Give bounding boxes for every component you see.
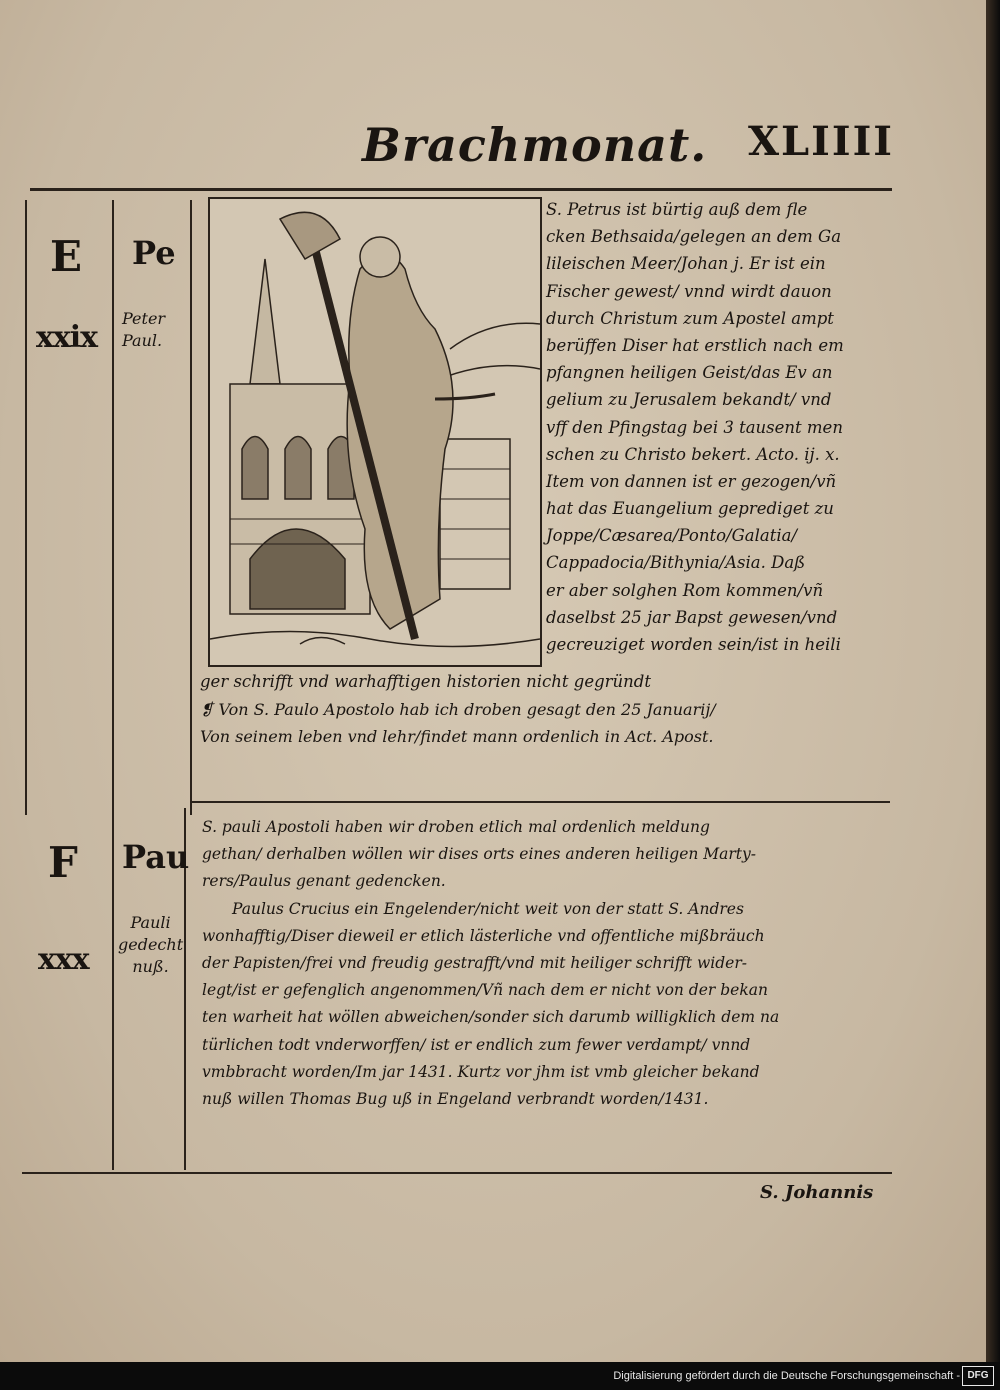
woodcut-st-peter — [208, 197, 542, 667]
entry-separator-rule — [190, 801, 890, 803]
catchword: S. Johannis — [760, 1182, 874, 1203]
book-spine-shadow — [986, 0, 1000, 1362]
entry1-left-rule — [25, 200, 27, 815]
dfg-logo-icon: DFG — [962, 1366, 994, 1386]
saint-abbr-pe: Pe — [132, 234, 176, 272]
day-numeral-30: xxx — [38, 942, 89, 977]
saint-note: Peter Paul. — [122, 309, 166, 350]
entry2-col-rule — [112, 808, 114, 1170]
saint-abbr-pau: Pau — [122, 838, 190, 876]
footer-credit: Digitalisierung gefördert durch die Deutsche Forschungsgemeinschaft - — [613, 1370, 960, 1382]
entry1-col-rule — [112, 200, 114, 815]
entry1-col-rule-2 — [190, 200, 192, 815]
entry2-text-column: S. pauli Apostoli haben wir droben etlich mal ordenlich meldung gethan/ derhalben wöllen wir dises orts eines anderen heiligen Marty- rers/Paulus genant gedencken. Paulus Crucius ein Engelender/nicht weit von der statt S. Andres wonhafftig/Diser dieweil er etlich lästerliche vnd offentliche mißbräuch der Papisten/frei vnd freudig gestrafft/vnd mit heiliger schrifft wider- legt/ist er gefenglich angenommen/Vñ nach dem er nicht von der bekan ten warheit hat wöllen abweichen/sonder sich darumb willigklich dem na türlichen todt vnderworffen/ ist er endlich zum fewer verdampt/ vnnd vmbbracht worden/Im jar 1431. Kurtz vor jhm ist vmb gleicher bekand nuß willen Thomas Bug uß in Engeland verbrandt worden/1431. — [202, 818, 780, 1108]
page-title: Brachmonat. — [362, 118, 708, 172]
entry1-paragraph2: ❡ Von S. Paulo Apostolo hab ich droben gesagt den 25 Januarij/ Von seinem leben vnd lehr/findet mann ordenlich in Act. Apost. — [200, 700, 716, 747]
folio-number: XLIIII — [748, 118, 895, 165]
dominical-letter-f: F — [48, 838, 78, 887]
saint-note-pauli: Pauli gedecht nuß. — [118, 913, 184, 976]
day-numeral-29: xxix — [36, 320, 98, 355]
dominical-letter-e: E — [50, 232, 83, 281]
header-rule — [30, 188, 892, 191]
entry1-wide-line: ger schrifft vnd warhafftigen historien nicht gegründt — [200, 672, 651, 691]
footer-bar — [0, 1362, 1000, 1390]
woodcut-illustration — [210, 199, 540, 665]
entry1-text-column: S. Petrus ist bürtig auß dem fle cken Bethsaida/gelegen an dem Ga lileischen Meer/Johan j. Er ist ein Fischer gewest/ vnnd wirdt dauon durch Christum zum Apostel ampt berüffen Diser hat erstlich nach em pfangnen heiligen Geist/das Ev an gelium zu Jerusalem bekandt/ vnd vff den Pfingstag bei 3 tausent men schen zu Christo bekert. Acto. ij. x. Item von dannen ist er gezogen/vñ hat das Euangelium geprediget zu Joppe/Cæsarea/Ponto/Galatia/ Cappadocia/Bithynia/Asia. Daß er aber solghen Rom kommen/vñ daselbst 25 jar Bapst gewesen/vnd gecreuziget worden sein/ist in heili — [546, 200, 844, 654]
footer-rule — [22, 1172, 892, 1174]
